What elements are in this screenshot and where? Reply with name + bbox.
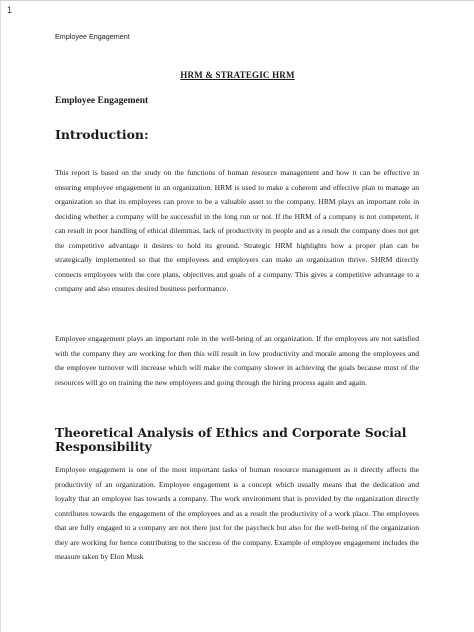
- page-number: 1: [7, 5, 13, 15]
- document-title: HRM & STRATEGIC HRM: [180, 70, 295, 80]
- running-header: Employee Engagement: [55, 32, 130, 41]
- introduction-paragraph: This report is based on the study on the functions of human resource management and how it can be effective in ensuring employee engagement in an organization. HRM is used to make a coherent and effective plan to manage an organization so that its employees can prove to be a valuable asset to the company. HRM plays an important role in deciding whether a company will be successful in the long run or not. If the HRM of a company is not competent, it can result in poor handling of ethical dilemmas, lack of productivity in people and as a result the company does not get the competitive advantage it desires to hold its ground. Strategic HRM highlights how a proper plan can be strategically implemented so that the employees and employers can make an organization thrive. SHRM directly connects employees with the core plans, objectives and goals of a company. This gives a competitive advantage to a company and also ensures desired business performance.: [55, 168, 419, 294]
- engagement-paragraph: Employee engagement plays an important role in the well-being of an organization. If the employees are not satisfied with the company they are working for then this will result in low productivity and morale among the employees and the employee turnover will increase which will make the company slower in achieving the goals because most of the resources will go on training the new employees and going through the hiring process again and again.: [55, 334, 419, 387]
- introduction-heading: Introduction:: [55, 127, 149, 142]
- document-subheading: Employee Engagement: [55, 96, 149, 106]
- theoretical-analysis-heading: Theoretical Analysis of Ethics and Corporate Social Responsibility: [55, 426, 407, 454]
- theoretical-analysis-paragraph: Employee engagement is one of the most important tasks of human resource management as it directly affects the productivity of an organization. Employee engagement is a concept which usually means that the dedication and loyalty that an employee has towards a company. The work environment that is provided by the organization directly contributes towards the engagement of the employees and as a result the productivity of a work place. The employees that are fully engaged to a company are not there just for the paycheck but also for the well-being of the organization they are working for hence contributing to the success of the company. Example of employee engagement includes the measure taken by Elon Musk: [55, 465, 419, 562]
